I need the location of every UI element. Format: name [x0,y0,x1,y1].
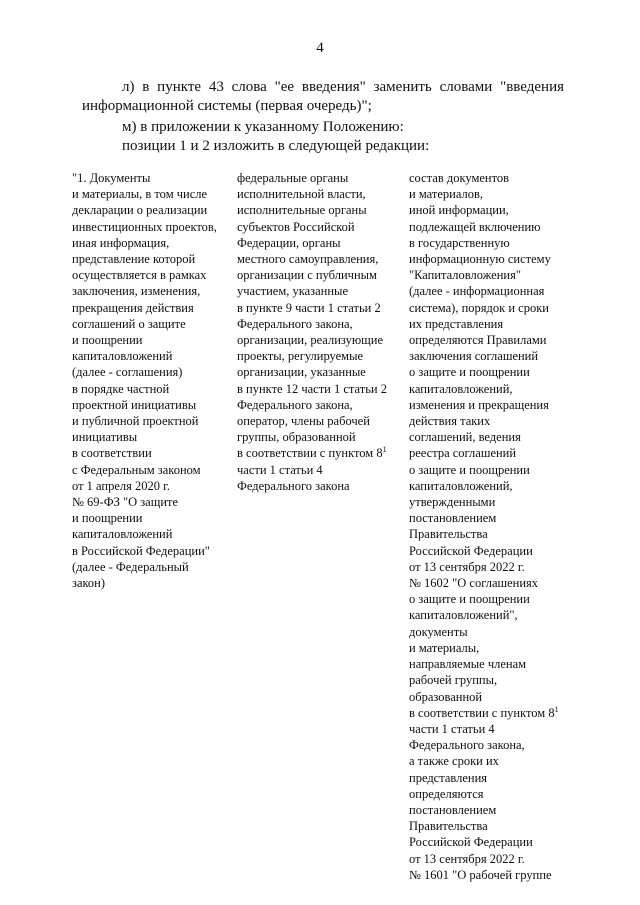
table-cell-line: и материалов, [409,187,483,202]
table-cell-line: в соответствии с пунктом $8^1$ [237,445,387,461]
table-cell-line: и поощрении [72,511,143,526]
table-cell-line: система), порядок и сроки [409,300,549,315]
table-cell-line: представление которой [72,252,196,267]
table-cell-line: № 1602 "О соглашениях [409,576,539,591]
table-cell-line: федеральные органы [237,171,349,185]
paragraph-positions: позиции 1 и 2 изложить в следующей редакции: [122,138,430,154]
table-column-procedure [409,170,569,883]
table-cell-line: исполнительной власти, [237,187,366,202]
table-cell-line: (далее - информационная [409,284,545,299]
table-cell-line: Российской Федерации [409,835,533,850]
table-cell-line: оператор, члены рабочей [237,414,370,429]
table-cell-line: иная информация, [72,235,170,250]
table-cell-line: утвержденными [409,495,496,510]
footnote-superscript: 1 [554,704,559,714]
table-cell-line: образованной [409,689,483,704]
table-cell-line: определяются Правилами [409,333,547,348]
table-cell-line: представления [409,770,488,785]
table-cell-line: иной информации, [409,203,509,218]
table-cell-line: капиталовложений [72,527,173,542]
table-cell-line: их представления [409,316,504,331]
table-cell-line: "1. Документы [72,171,151,185]
table-cell-line: от 1 апреля 2020 г. [72,478,170,493]
table-cell-line: изменения и прекращения [409,397,549,412]
table-cell-line: капиталовложений [72,349,173,364]
table-cell-line: постановлением [409,511,497,526]
table-cell-line: о защите и поощрении [409,462,530,477]
table-cell-line: участием, указанные [237,284,348,299]
table-cell-line: капиталовложений, [409,381,513,396]
table-cell-line: заключения, изменения, [72,284,201,299]
table-cell-line: части 1 статьи 4 [237,462,323,477]
table-cell-line: заключения соглашений [409,349,539,364]
table-cell-line: реестра соглашений [409,446,517,461]
paragraph-l: л) в пункте 43 слова "ее введения" заменить словами "введения информационной системы (первая очередь)"; [82,79,564,114]
table-cell-line: и материалы, в том числе [72,187,208,202]
table-cell-line: исполнительные органы [237,203,367,218]
table-cell-line: соглашений, ведения [409,430,521,445]
table-cell-line: направляемые членам [409,657,527,672]
table-cell-line: проектной инициативы [72,397,197,412]
table-cell-line: группы, образованной [237,430,356,445]
table-cell-line: № 1601 "О рабочей группе [409,867,552,882]
table-cell-line: организации, указанные [237,365,366,380]
table-cell-line: капиталовложений, [409,478,513,493]
table-cell-line: Федерального закона, [237,397,353,412]
table-cell-line: документы [409,624,468,639]
table-cell-line: организации, реализующие [237,333,384,348]
table-cell-line: проекты, регулируемые [237,349,364,364]
table-cell-line: (далее - Федеральный [72,559,189,574]
table-cell-line: Российской Федерации [409,543,533,558]
table-cell-line: информационную систему [409,252,551,267]
table-cell-line: соглашений о защите [72,316,186,331]
table-cell-line: действия таких [409,414,491,429]
table-cell-line: от 13 сентября 2022 г. [409,559,525,574]
table-cell-line: № 69-ФЗ "О защите [72,495,179,510]
table-cell-line: и публичной проектной [72,414,199,429]
paragraph-m: м) в приложении к указанному Положению: [122,119,404,135]
table-cell-line: прекращения действия [72,300,194,315]
footnote-superscript: 1 [382,445,387,455]
table-cell-line: в пункте 9 части 1 статьи 2 [237,300,381,315]
table-cell-line: с Федеральным законом [72,462,201,477]
table-cell-line: и поощрении [72,333,143,348]
table-cell-line: декларации о реализации [72,203,208,218]
table-cell-line: о защите и поощрении [409,592,530,607]
table-cell-line: (далее - соглашения) [72,365,183,380]
table-cell-line: а также сроки их [409,754,499,769]
table-cell-line: от 13 сентября 2022 г. [409,851,525,866]
table-cell-line: в соответствии с пунктом $8^1$ [409,704,559,720]
table-cell-line: инициативы [72,430,138,445]
table-cell-line: осуществляется в рамках [72,268,207,283]
table-cell-line: части 1 статьи 4 [409,721,495,736]
table-cell-line: Правительства [409,819,488,834]
table-cell-line: Правительства [409,527,488,542]
table-cell-line: в государственную [409,235,510,250]
table-cell-line: капиталовложений", [409,608,518,623]
table-cell-line: Федерального закона, [409,738,525,753]
table-cell-line: в соответствии [72,446,152,461]
table-cell-line: закон) [72,576,106,591]
table-cell-line: состав документов [409,171,510,185]
table-cell-line: Федерального закона, [237,316,353,331]
table-cell-line: Федерации, органы [237,235,341,250]
table-cell-line: местного самоуправления, [237,252,379,267]
table-cell-line: Федерального закона [237,478,350,493]
table-cell-line: о защите и поощрении [409,365,530,380]
table-cell-line: в Российской Федерации" [72,543,210,558]
table-cell-line: организации с публичным [237,268,377,283]
table-cell-line: в порядке частной [72,381,170,396]
table-cell-line: и материалы, [409,640,480,655]
table-cell-line: субъектов Российской [237,219,355,234]
page-number: 4 [316,40,324,56]
table-cell-line: "Капиталовложения" [409,268,521,283]
table-cell-line: в пункте 12 части 1 статьи 2 [237,381,387,396]
table-cell-line: подлежащей включению [409,219,541,234]
table-cell-line: постановлением [409,802,497,817]
table-cell-line: рабочей группы, [409,673,498,688]
table-cell-line: определяются [409,786,484,801]
table-cell-line: инвестиционных проектов, [72,219,217,234]
table-column-documents [72,170,220,591]
table-column-submitters [237,170,399,494]
